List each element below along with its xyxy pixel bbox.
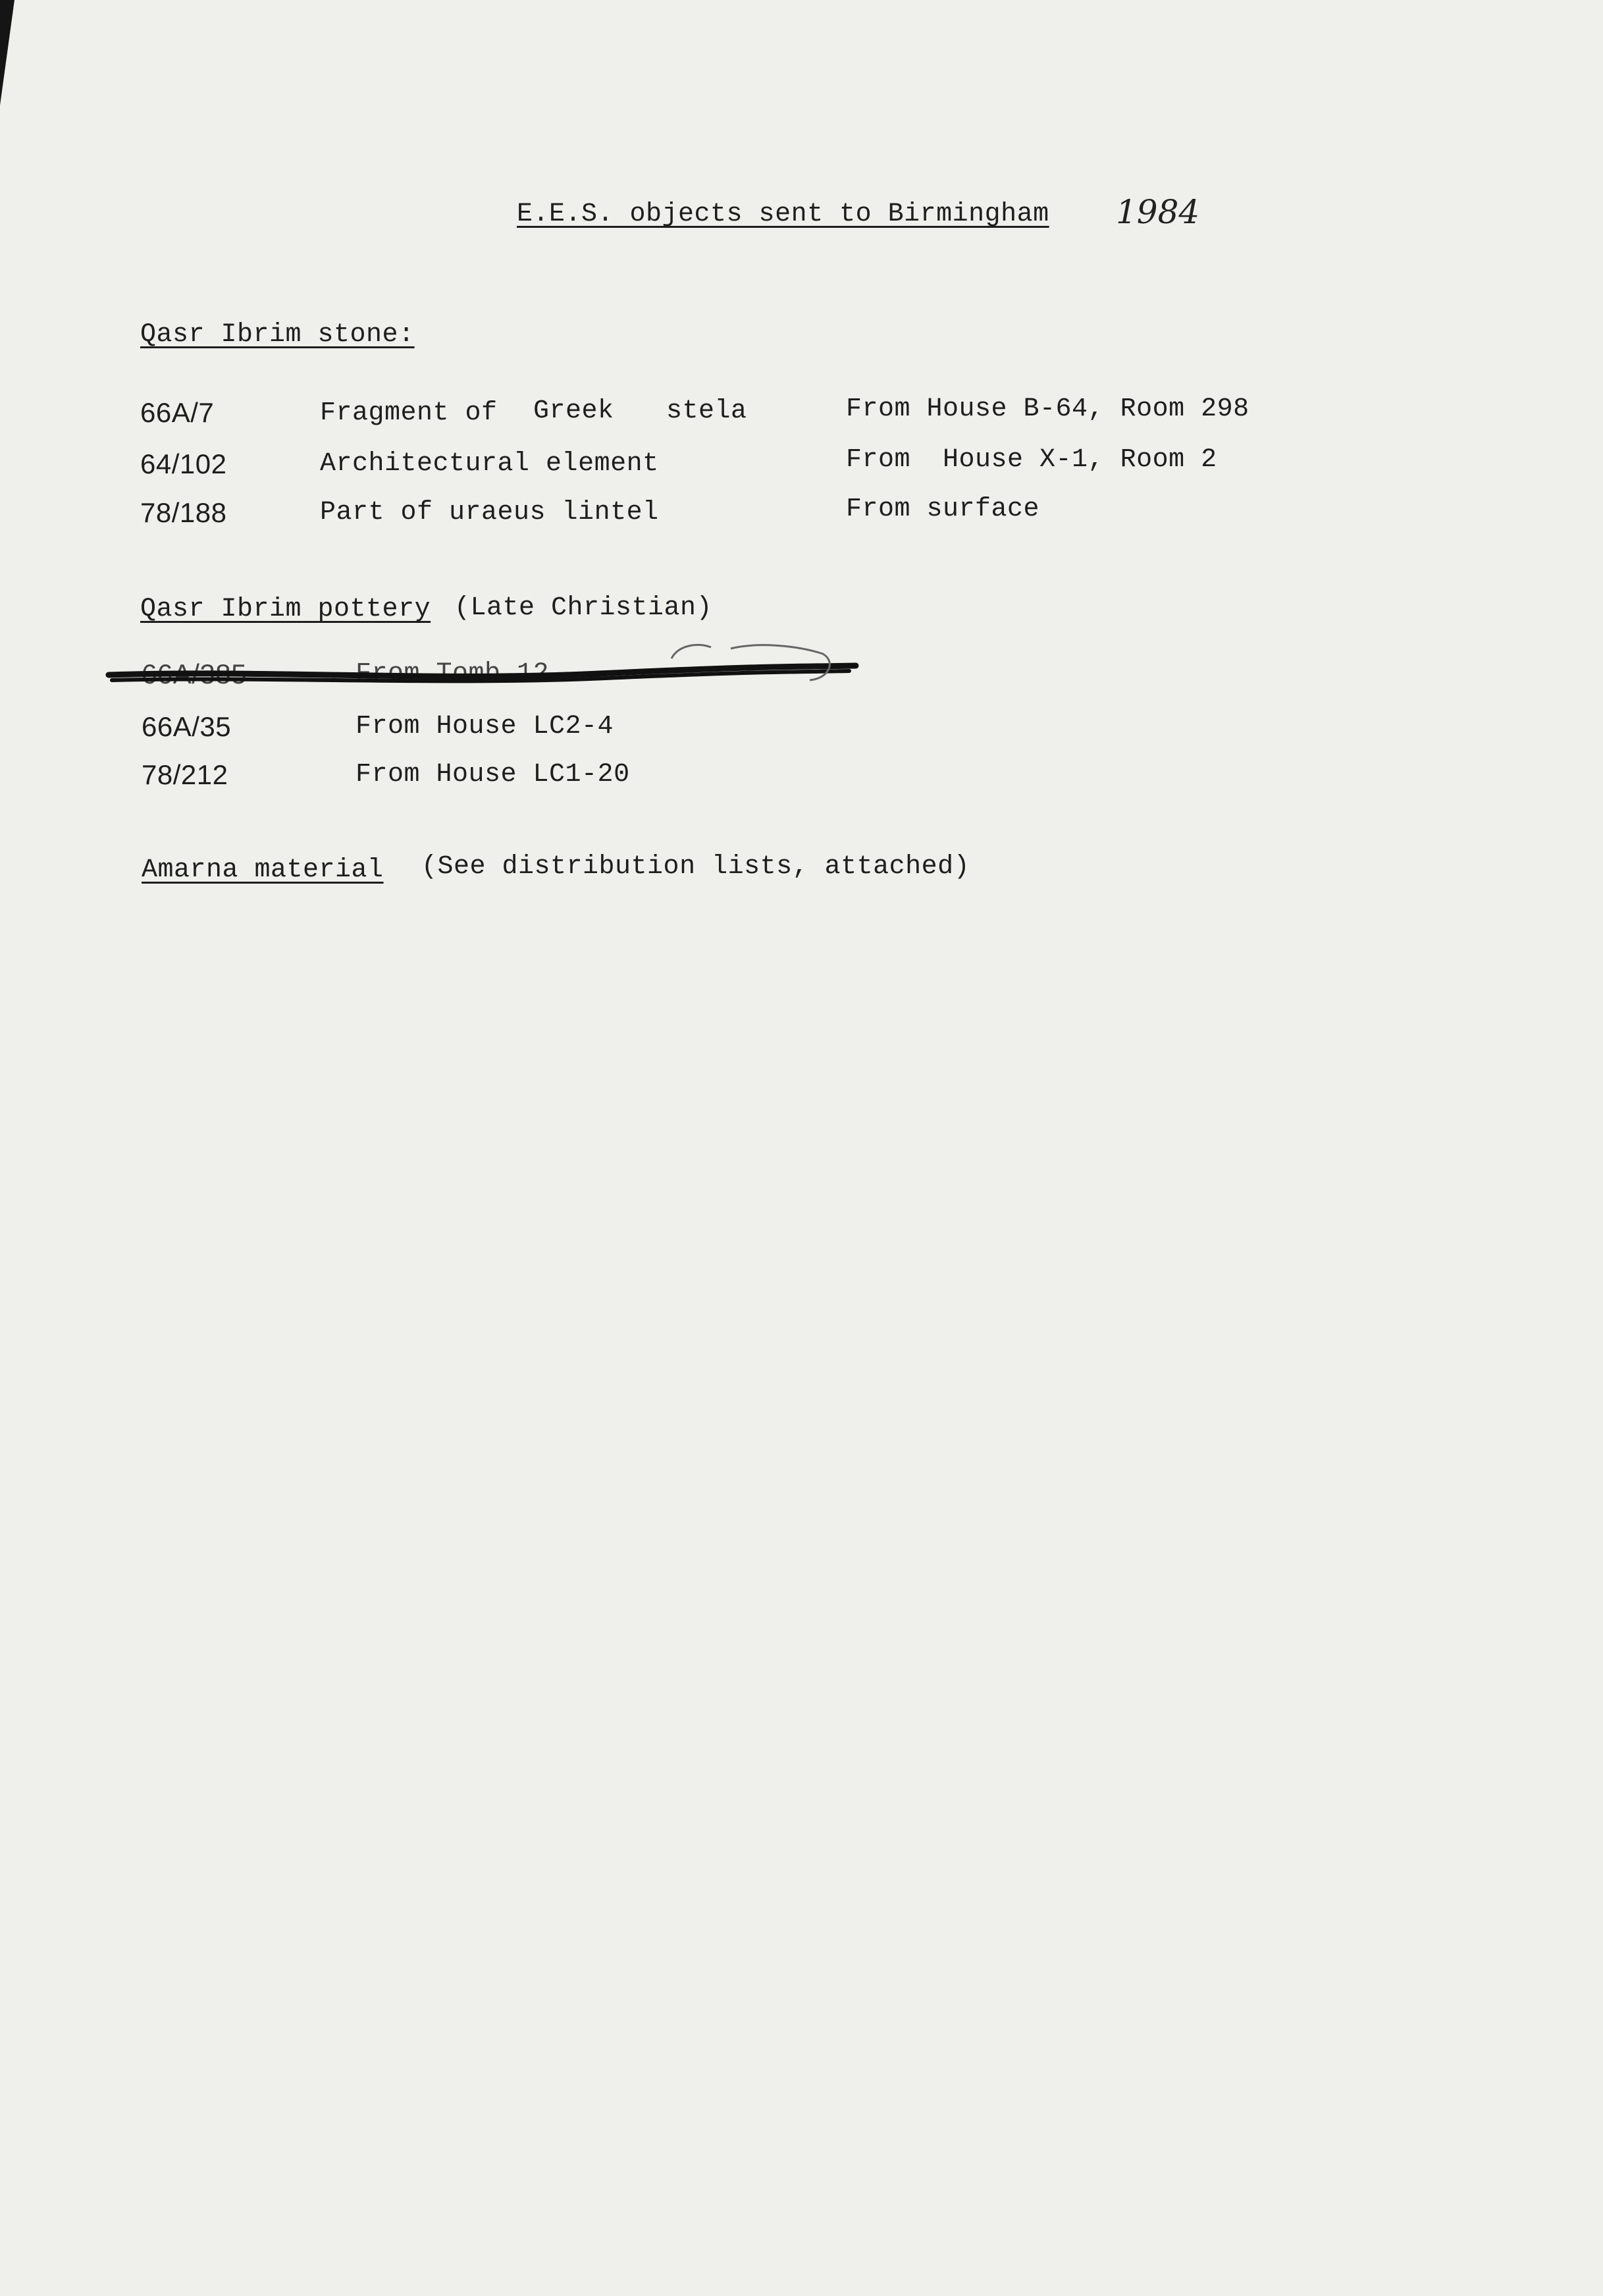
stone-row-1-desc-b: Greek — [533, 396, 614, 426]
stone-row-3-desc: Part of uraeus lintel — [320, 498, 659, 527]
stone-row-2-id: 64/102 — [140, 448, 227, 479]
section-heading-amarna: Amarna material — [142, 855, 384, 885]
pottery-row-1-id: 66A/35 — [142, 711, 232, 742]
handwritten-year: 1984 — [1116, 193, 1200, 231]
pottery-row-1-desc: From House LC2-4 — [355, 712, 614, 741]
pottery-struck-desc: From Tomb 12 — [355, 659, 550, 689]
document-title: E.E.S. objects sent to Birmingham — [517, 200, 1049, 229]
scan-corner-shadow — [0, 0, 14, 105]
stone-row-1-origin: From House B-64, Room 298 — [846, 394, 1249, 424]
stone-row-1-desc-c: stela — [666, 396, 747, 426]
handwritten-strikethrough — [99, 642, 876, 708]
amarna-note: (See distribution lists, attached) — [421, 852, 970, 882]
stone-row-2-desc: Architectural element — [320, 449, 659, 479]
stone-row-1-id: 66A/7 — [140, 397, 215, 428]
pottery-heading-note: (Late Christian) — [454, 593, 713, 623]
stone-row-3-origin: From surface — [846, 494, 1040, 524]
stone-row-2-origin: From House X-1, Room 2 — [846, 445, 1217, 475]
pottery-row-2-desc: From House LC1-20 — [355, 760, 630, 789]
stone-row-1-desc-a: Fragment of — [320, 398, 498, 428]
stone-row-3-id: 78/188 — [140, 497, 227, 528]
pottery-row-2-id: 78/212 — [142, 759, 228, 790]
pottery-struck-id: 66A/385 — [142, 658, 247, 689]
section-heading-stone: Qasr Ibrim stone: — [140, 320, 415, 350]
section-heading-pottery: Qasr Ibrim pottery — [140, 595, 431, 624]
